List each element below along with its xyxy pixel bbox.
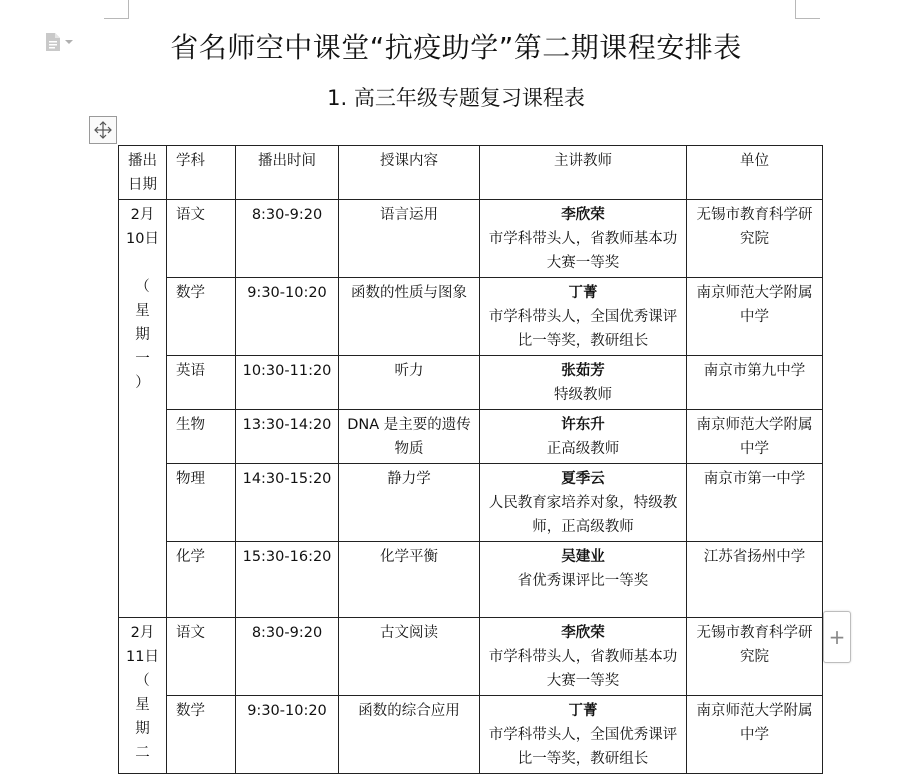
table-move-handle[interactable] (89, 116, 117, 144)
header-date: 播出日期 (119, 146, 167, 200)
teacher-cell (480, 278, 687, 356)
time-cell: 14:30-15:20 (236, 464, 339, 542)
header-subject: 学科 (167, 146, 236, 200)
time-cell: 8:30-9:20 (236, 618, 339, 696)
topic-cell: 语言运用 (339, 200, 480, 278)
teacher-title: 市学科带头人，省教师基本功大赛一等奖 (488, 649, 678, 689)
unit-cell: 江苏省扬州中学 (687, 542, 823, 618)
move-icon (93, 120, 113, 140)
header-unit: 单位 (687, 146, 823, 200)
topic-cell: 化学平衡 (339, 542, 480, 618)
header-topic: 授课内容 (339, 146, 480, 200)
date-line: 期 (135, 327, 150, 343)
unit-cell: 南京师范大学附属中学 (687, 696, 823, 774)
topic-cell: DNA 是主要的遗传物质 (339, 410, 480, 464)
date-line: 期 (135, 721, 150, 737)
plus-icon: + (828, 625, 846, 649)
date-line: 星 (135, 697, 150, 713)
subject-cell: 数学 (167, 696, 236, 774)
time-cell: 15:30-16:20 (236, 542, 339, 618)
unit-cell: 无锡市教育科学研究院 (687, 200, 823, 278)
time-cell: 8:30-9:20 (236, 200, 339, 278)
crop-mark-right (795, 0, 796, 18)
table-row (119, 696, 823, 774)
teacher-title: 市学科带头人，全国优秀课评比一等奖，教研组长 (488, 309, 678, 349)
teacher-name: 夏季云 (561, 471, 605, 487)
topic-cell: 静力学 (339, 464, 480, 542)
date-line: ） (135, 375, 150, 391)
date-cell (119, 618, 167, 774)
table-row (119, 410, 823, 464)
header-time: 播出时间 (236, 146, 339, 200)
topic-cell: 听力 (339, 356, 480, 410)
subject-cell: 生物 (167, 410, 236, 464)
teacher-title: 正高级教师 (546, 441, 620, 457)
add-column-button[interactable] (823, 611, 851, 663)
teacher-name: 丁菁 (568, 703, 598, 719)
table-row (119, 356, 823, 410)
header-teacher: 主讲教师 (480, 146, 687, 200)
document-title: 省名师空中课堂“抗疫助学”第二期课程安排表 (170, 31, 742, 64)
teacher-cell (480, 696, 687, 774)
teacher-name: 李欣荣 (561, 625, 605, 641)
date-cell (119, 200, 167, 618)
teacher-name: 丁菁 (568, 285, 598, 301)
schedule-table (118, 145, 823, 774)
table-row (119, 618, 823, 696)
topic-cell: 函数的综合应用 (339, 696, 480, 774)
table-row (119, 542, 823, 618)
teacher-name: 李欣荣 (561, 207, 605, 223)
table-row (119, 200, 823, 278)
crop-mark-left (128, 0, 129, 18)
date-line: （ (135, 279, 150, 295)
topic-cell: 古文阅读 (339, 618, 480, 696)
teacher-cell (480, 618, 687, 696)
teacher-title: 人民教育家培养对象，特级教师，正高级教师 (488, 495, 678, 535)
date-line: 一 (135, 351, 150, 367)
subject-cell: 物理 (167, 464, 236, 542)
table-row (119, 278, 823, 356)
unit-cell: 无锡市教育科学研究院 (687, 618, 823, 696)
date-line: 11日 (126, 649, 159, 665)
table-header-row (119, 146, 823, 200)
date-line: 二 (135, 745, 150, 761)
teacher-cell (480, 200, 687, 278)
crop-mark-left-h (104, 18, 129, 19)
crop-mark-right-h (795, 18, 820, 19)
subject-cell: 英语 (167, 356, 236, 410)
time-cell: 13:30-14:20 (236, 410, 339, 464)
teacher-title: 特级教师 (554, 387, 612, 403)
document-subtitle: 1. 高三年级专题复习课程表 (327, 86, 585, 110)
table-row (119, 464, 823, 542)
teacher-name: 许东升 (561, 417, 605, 433)
subject-cell: 语文 (167, 618, 236, 696)
subject-cell: 化学 (167, 542, 236, 618)
teacher-title: 市学科带头人，全国优秀课评比一等奖，教研组长 (488, 727, 678, 767)
date-line: 10日 (126, 231, 159, 247)
date-line (123, 251, 162, 275)
teacher-title: 市学科带头人，省教师基本功大赛一等奖 (488, 231, 678, 271)
unit-cell: 南京师范大学附属中学 (687, 278, 823, 356)
subject-cell: 语文 (167, 200, 236, 278)
date-line: 2月 (130, 625, 155, 641)
subject-cell: 数学 (167, 278, 236, 356)
teacher-cell (480, 410, 687, 464)
teacher-name: 张茹芳 (561, 363, 605, 379)
teacher-cell (480, 542, 687, 618)
date-line: 2月 (130, 207, 155, 223)
teacher-name: 吴建业 (561, 549, 605, 565)
teacher-cell (480, 464, 687, 542)
unit-cell: 南京市第九中学 (687, 356, 823, 410)
time-cell: 9:30-10:20 (236, 278, 339, 356)
teacher-title: 省优秀课评比一等奖 (517, 573, 649, 589)
date-line: （ (135, 673, 150, 689)
teacher-cell (480, 356, 687, 410)
time-cell: 10:30-11:20 (236, 356, 339, 410)
unit-cell: 南京师范大学附属中学 (687, 410, 823, 464)
topic-cell: 函数的性质与图象 (339, 278, 480, 356)
date-line: 星 (135, 303, 150, 319)
unit-cell: 南京市第一中学 (687, 464, 823, 542)
time-cell: 9:30-10:20 (236, 696, 339, 774)
